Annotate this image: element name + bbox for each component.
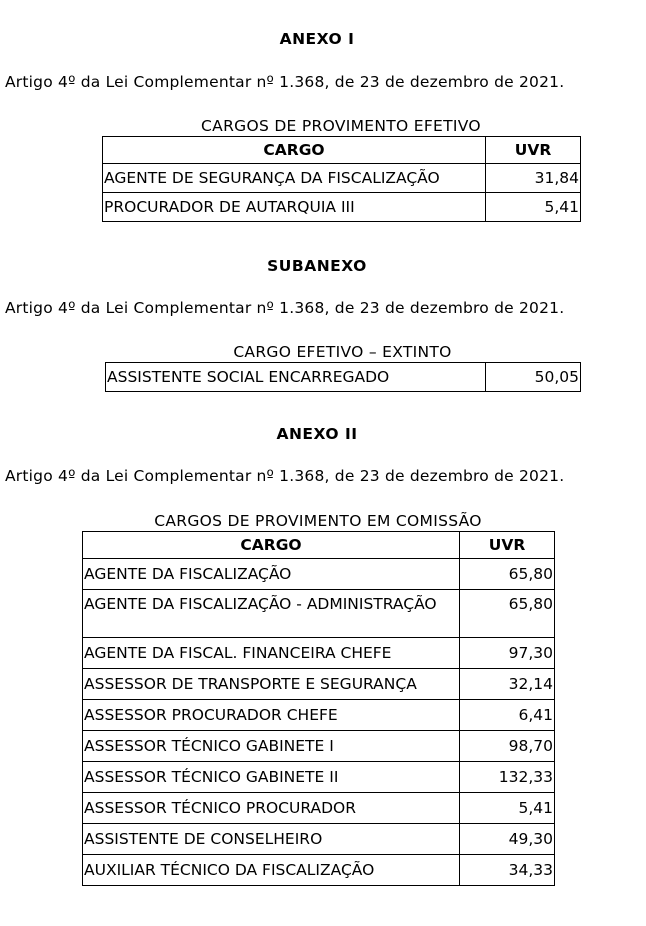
table-header-row (103, 137, 581, 164)
anexo-ii-table (82, 531, 555, 886)
table-row (83, 731, 555, 762)
anexo-ii-heading: ANEXO II (276, 425, 358, 443)
table-row (83, 700, 555, 731)
table-row (83, 559, 555, 590)
column-header-uvr: UVR (486, 137, 581, 164)
table-row (83, 793, 555, 824)
cargo-cell: ASSISTENTE SOCIAL ENCARREGADO (106, 363, 486, 392)
uvr-cell: 5,41 (486, 193, 581, 222)
cargo-cell: AGENTE DE SEGURANÇA DA FISCALIZAÇÃO (103, 164, 486, 193)
uvr-cell: 34,33 (460, 855, 555, 886)
table-row (83, 762, 555, 793)
table-row (103, 193, 581, 222)
column-header-cargo: CARGO (83, 532, 460, 559)
anexo-ii-table-block (82, 511, 554, 886)
uvr-cell: 65,80 (460, 590, 555, 638)
anexo-ii-article: Artigo 4º da Lei Complementar nº 1.368, de 23 de dezembro de 2021. (5, 467, 565, 485)
table-row (83, 638, 555, 669)
anexo-i-article: Artigo 4º da Lei Complementar nº 1.368, de 23 de dezembro de 2021. (5, 73, 565, 91)
anexo-i-heading: ANEXO I (279, 30, 355, 48)
cargo-cell: PROCURADOR DE AUTARQUIA III (103, 193, 486, 222)
anexo-i-caption: CARGOS DE PROVIMENTO EFETIVO (201, 117, 481, 135)
cargo-cell: ASSISTENTE DE CONSELHEIRO (83, 824, 460, 855)
uvr-cell: 32,14 (460, 669, 555, 700)
anexo-i-table-block (102, 116, 580, 222)
uvr-cell: 6,41 (460, 700, 555, 731)
cargo-cell: ASSESSOR TÉCNICO PROCURADOR (83, 793, 460, 824)
uvr-cell: 5,41 (460, 793, 555, 824)
table-header-row (83, 532, 555, 559)
cargo-cell: AGENTE DA FISCALIZAÇÃO (83, 559, 460, 590)
table-row (106, 363, 581, 392)
uvr-cell: 31,84 (486, 164, 581, 193)
uvr-cell: 97,30 (460, 638, 555, 669)
subanexo-heading: SUBANEXO (267, 257, 367, 275)
cargo-cell: ASSESSOR TÉCNICO GABINETE II (83, 762, 460, 793)
cargo-cell: ASSESSOR PROCURADOR CHEFE (83, 700, 460, 731)
cargo-cell: ASSESSOR TÉCNICO GABINETE I (83, 731, 460, 762)
subanexo-article: Artigo 4º da Lei Complementar nº 1.368, de 23 de dezembro de 2021. (5, 299, 565, 317)
subanexo-table-block (105, 342, 580, 392)
cargo-cell: AGENTE DA FISCAL. FINANCEIRA CHEFE (83, 638, 460, 669)
cargo-cell: ASSESSOR DE TRANSPORTE E SEGURANÇA (83, 669, 460, 700)
column-header-cargo: CARGO (103, 137, 486, 164)
cargo-cell: AGENTE DA FISCALIZAÇÃO - ADMINISTRAÇÃO (83, 590, 460, 638)
uvr-cell: 132,33 (460, 762, 555, 793)
uvr-cell: 65,80 (460, 559, 555, 590)
column-header-uvr: UVR (460, 532, 555, 559)
subanexo-table (105, 362, 581, 392)
table-row (83, 824, 555, 855)
uvr-cell: 49,30 (460, 824, 555, 855)
table-row (83, 669, 555, 700)
anexo-ii-caption: CARGOS DE PROVIMENTO EM COMISSÃO (154, 512, 482, 530)
table-row (83, 590, 555, 638)
table-row (103, 164, 581, 193)
uvr-cell: 98,70 (460, 731, 555, 762)
table-row (83, 855, 555, 886)
subanexo-caption: CARGO EFETIVO – EXTINTO (233, 343, 452, 361)
uvr-cell: 50,05 (486, 363, 581, 392)
anexo-i-table (102, 136, 581, 222)
cargo-cell: AUXILIAR TÉCNICO DA FISCALIZAÇÃO (83, 855, 460, 886)
